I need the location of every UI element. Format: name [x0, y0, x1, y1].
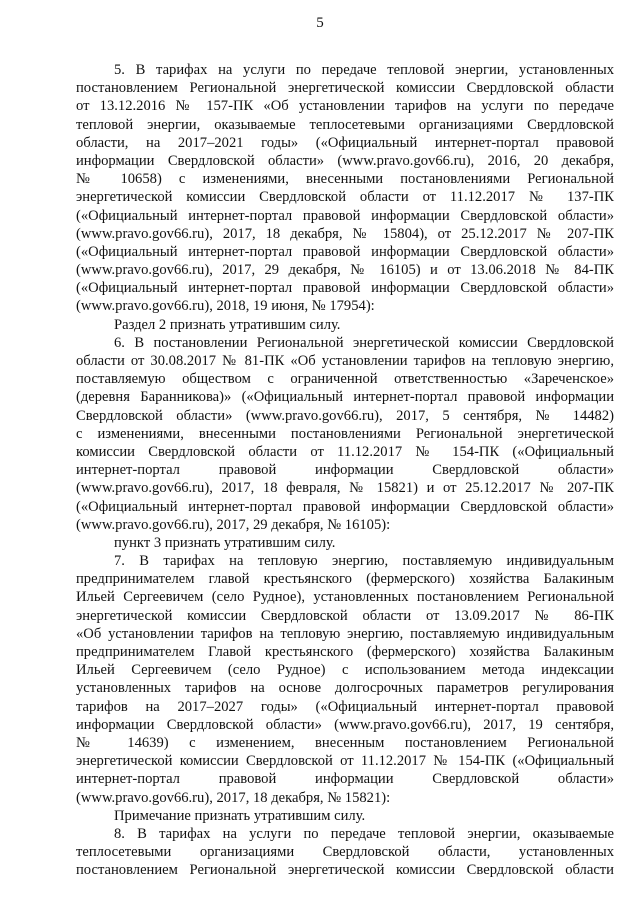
text-line: от 13.12.2016 № 157-ПК «Об установлении тарифов на услуги по передаче: [76, 98, 614, 115]
text-line: Примечание признать утратившим силу.: [114, 807, 366, 824]
text-line: интернет-портал правовой информации Свердловской области»: [76, 771, 614, 788]
text-line: тарифов на 2017–2027 годы» («Официальный интернет-портал правовой: [76, 698, 614, 715]
text-line: № 14639) с изменением, внесенным постановлением Региональной: [76, 734, 614, 751]
text-line: Свердловской области» (www.pravo.gov66.ru), 2017, 5 сентября, № 14482): [76, 407, 614, 424]
text-line: (www.pravo.gov66.ru), 2018, 19 июня, № 17954):: [76, 298, 375, 315]
text-line: (www.pravo.gov66.ru), 2017, 18 декабря, № 15821):: [76, 789, 391, 806]
page-number: 5: [316, 15, 324, 31]
text-line: энергетической комиссии Свердловской области от 11.12.2017 № 137-ПК: [76, 189, 614, 206]
text-line: Ильей Сергеевичем (село Рудное), установленных постановлением Региональной: [76, 589, 614, 606]
text-line: предпринимателем главой крестьянского (фермерского) хозяйства Балакиным: [76, 571, 614, 588]
text-line: постановлением Региональной энергетической комиссии Свердловской области: [76, 862, 614, 879]
text-line: (деревня Баранникова)» («Официальный интернет-портал правовой информации: [76, 389, 614, 406]
text-line: (www.pravo.gov66.ru), 2017, 29 декабря, № 16105) и от 13.06.2018 № 84-ПК: [76, 262, 614, 279]
text-line: энергетической комиссии Свердловской области от 13.09.2017 № 86-ПК: [76, 607, 614, 624]
text-line: установленных тарифов на основе долгосрочных параметров регулирования: [76, 680, 614, 697]
text-line: Раздел 2 признать утратившим силу.: [114, 316, 341, 333]
text-line: (www.pravo.gov66.ru), 2017, 18 февраля, № 15821) и от 25.12.2017 № 207-ПК: [76, 480, 614, 497]
text-line: 6. В постановлении Региональной энергетической комиссии Свердловской: [114, 334, 614, 351]
text-line: предпринимателем Главой крестьянского (фермерского) хозяйства Балакиным: [76, 644, 614, 660]
text-line: «Об установлении тарифов на тепловую энергию, поставляемую индивидуальным: [76, 625, 614, 642]
text-line: («Официальный интернет-портал правовой информации Свердловской области»: [76, 207, 614, 224]
text-line: (www.pravo.gov66.ru), 2017, 18 декабря, № 15804), от 25.12.2017 № 207-ПК: [76, 225, 614, 242]
document-body: [76, 61, 614, 879]
text-line: информации Свердловской области» (www.pravo.gov66.ru), 2016, 20 декабря,: [76, 152, 614, 169]
text-line: 7. В тарифах на тепловую энергию, поставляемую индивидуальным: [114, 553, 614, 570]
text-line: 5. В тарифах на услуги по передаче тепловой энергии, установленных: [114, 62, 614, 78]
text-line: информации Свердловской области» (www.pravo.gov66.ru), 2017, 19 сентября,: [76, 716, 614, 733]
text-line: № 10658) с изменениями, внесенными постановлениями Региональной: [76, 171, 614, 188]
text-line: интернет-портал правовой информации Свердловской области»: [76, 462, 614, 479]
text-line: области от 30.08.2017 № 81-ПК «Об установлении тарифов на тепловую энергию,: [76, 353, 614, 369]
text-line: пункт 3 признать утратившим силу.: [114, 534, 336, 551]
text-line: области, на 2017–2021 годы» («Официальный интернет-портал правовой: [76, 134, 614, 151]
text-line: тепловой энергии, оказываемые теплосетевыми организациями Свердловской: [76, 116, 614, 133]
text-line: («Официальный интернет-портал правовой информации Свердловской области»: [76, 243, 614, 260]
text-line: с изменениями, внесенными постановлениями Региональной энергетической: [76, 425, 614, 442]
text-line: поставляемую обществом с ограниченной ответственностью «Зареченское»: [76, 371, 614, 388]
text-line: энергетической комиссии Свердловской от 11.12.2017 № 154-ПК («Официальный: [76, 753, 614, 770]
text-line: комиссии Свердловской области от 11.12.2017 № 154-ПК («Официальный: [76, 443, 614, 460]
text-line: 8. В тарифах на услуги по передаче тепловой энергии, оказываемые: [114, 825, 614, 842]
text-line: Ильей Сергеевичем (село Рудное) с использованием метода индексации: [76, 662, 614, 679]
text-line: (www.pravo.gov66.ru), 2017, 29 декабря, № 16105):: [76, 516, 391, 533]
text-line: («Официальный интернет-портал правовой информации Свердловской области»: [76, 498, 614, 515]
text-line: теплосетевыми организациями Свердловской области, установленных: [76, 844, 614, 861]
text-line: («Официальный интернет-портал правовой информации Свердловской области»: [76, 280, 614, 297]
text-line: постановлением Региональной энергетической комиссии Свердловской области: [76, 80, 614, 97]
